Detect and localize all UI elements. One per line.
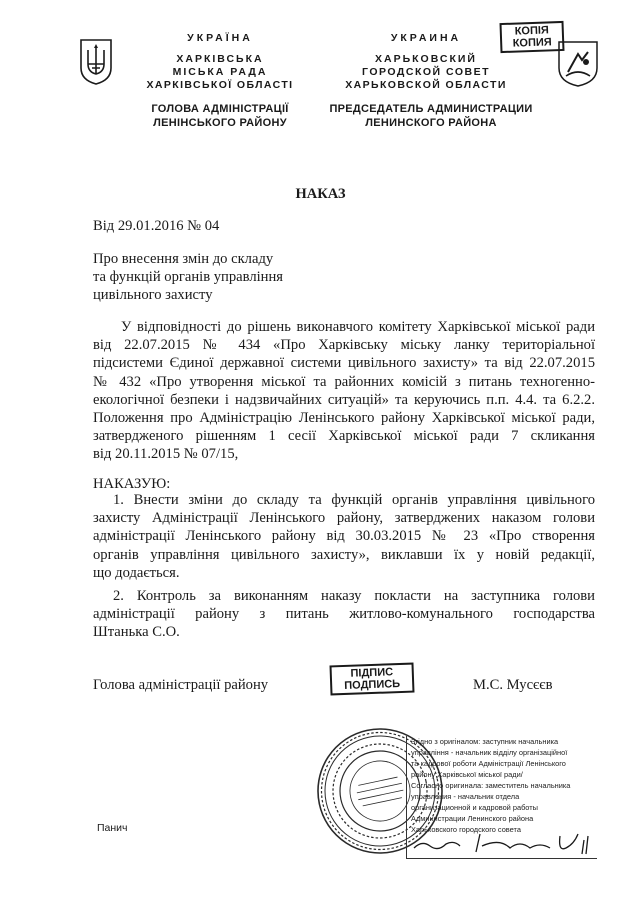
cert-line: Администрации Ленинского района: [411, 814, 534, 823]
header-ua-admin: [130, 102, 310, 130]
cert-line: району Харківської міської ради/: [411, 770, 523, 779]
preamble-line: підсистеми Єдиної державної системи цивільного захисту» та від 22.07.2015: [93, 355, 595, 372]
header-ru-country: УКРАИНА: [390, 32, 462, 44]
item1-line: органів управління цивільного захисту», виклавши їх у новій редакції,: [93, 546, 595, 563]
signature-stamp-ua: ПІДПИС: [350, 666, 394, 680]
cert-line: управления - начальник отдела: [411, 792, 520, 801]
handwritten-signature-icon: [410, 826, 600, 858]
item2-line: Штанька С.О.: [93, 624, 180, 641]
subject-line-1: Про внесення змін до складу: [93, 251, 274, 267]
cert-line: Згідно з оригіналом: заступник начальника: [411, 737, 559, 746]
subject-line-3: цивільного захисту: [93, 287, 213, 304]
cert-line: организационной и кадровой работы: [411, 803, 538, 812]
preamble-line: від 22.07.2015 № 434 «Про Харківську міську ланку територіальної: [93, 337, 595, 354]
cert-line: Харьковского городского совета: [411, 825, 521, 834]
header-ru-admin-1: ПРЕДСЕДАТЕЛЬ АДМИНИСТРАЦИИ: [329, 103, 533, 115]
certification-text: [407, 736, 597, 835]
preamble: [93, 318, 595, 464]
date-line: Від 29.01.2016 № 04: [93, 218, 220, 234]
preamble-line: № 432 «Про утворення міської та районних комісій з питань техногенно-: [93, 373, 595, 390]
item1-line: що додається.: [93, 564, 180, 581]
header-ua-country: УКРАЇНА: [187, 32, 253, 44]
header-ua-council-1: ХАРКІВСЬКА: [176, 53, 264, 65]
header-ru-admin-2: ЛЕНИНСКОГО РАЙОНА: [365, 117, 497, 129]
order-item-1: [93, 491, 595, 582]
city-emblem-icon: [556, 40, 600, 88]
header-ua-admin-1: ГОЛОВА АДМІНІСТРАЦІЇ: [151, 103, 289, 115]
item1-line: 1. Внести зміни до складу та функцій органів управління цивільного: [113, 492, 595, 508]
item2-line: адміністрації району з питань житлово-комунального господарства: [93, 606, 595, 623]
item1-line: адміністрації Ленінського району від 30.03.2015 № 23 «Про створення: [93, 528, 595, 545]
copy-stamp-ru: КОПИЯ: [512, 36, 552, 50]
header-ru-block: [338, 32, 514, 92]
coat-of-arms-icon: [78, 38, 114, 86]
preamble-line: Положення про Адміністрацію Ленінського району Харківської міської ради,: [93, 410, 595, 427]
cert-line: та кадрової роботи Адміністрації Ленінського: [411, 759, 566, 768]
header-ua-block: [130, 32, 310, 92]
preamble-line: від 20.11.2015 № 07/15,: [93, 446, 239, 463]
header-ua-admin-2: ЛЕНІНСЬКОГО РАЙОНУ: [153, 117, 287, 129]
header-ru-council-3: ХАРЬКОВСКОЙ ОБЛАСТИ: [345, 79, 507, 91]
preamble-line: затвердженого рішенням 1 сесії Харківської міської ради 7 скликання: [93, 428, 595, 445]
order-item-2: [93, 587, 595, 642]
subject-block: [93, 250, 283, 305]
signature-name: М.С. Мусєєв: [473, 677, 553, 693]
cert-line: управління - начальник відділу організаційної: [411, 748, 568, 757]
header-ua-council-3: ХАРКІВСЬКОЇ ОБЛАСТІ: [146, 79, 294, 91]
cert-line: Согласно оригинала: заместитель начальника: [411, 781, 571, 790]
signature-position: Голова адміністрації району: [93, 677, 269, 693]
document-title: НАКАЗ: [295, 186, 346, 202]
signature-stamp: [330, 663, 415, 696]
item2-line: 2. Контроль за виконанням наказу покласти на заступника голови: [113, 588, 595, 604]
subject-line-2: та функцій органів управління: [93, 269, 284, 286]
copy-stamp-ua: КОПІЯ: [514, 24, 550, 38]
item1-line: захисту Адміністрації Ленінського району, затверджених наказом голови: [93, 510, 595, 527]
header-ru-council-2: ГОРОДСКОЙ СОВЕТ: [362, 66, 490, 78]
header-ru-council-1: ХАРЬКОВСКИЙ: [375, 53, 477, 65]
preamble-line: екологічної безпеки і надзвичайних ситуацій» та керуючись п.п. 4.4. та 6.2.2.: [93, 391, 595, 408]
executor-name: Панич: [97, 822, 128, 834]
order-word: НАКАЗУЮ:: [93, 476, 171, 492]
preamble-line: У відповідності до рішень виконавчого комітету Харківської міської ради: [121, 319, 595, 335]
header-ua-council-2: МІСЬКА РАДА: [172, 66, 268, 78]
header-ru-admin: [326, 102, 536, 130]
signature-stamp-ru: ПОДПИСЬ: [344, 678, 401, 692]
copy-stamp: [499, 21, 564, 53]
